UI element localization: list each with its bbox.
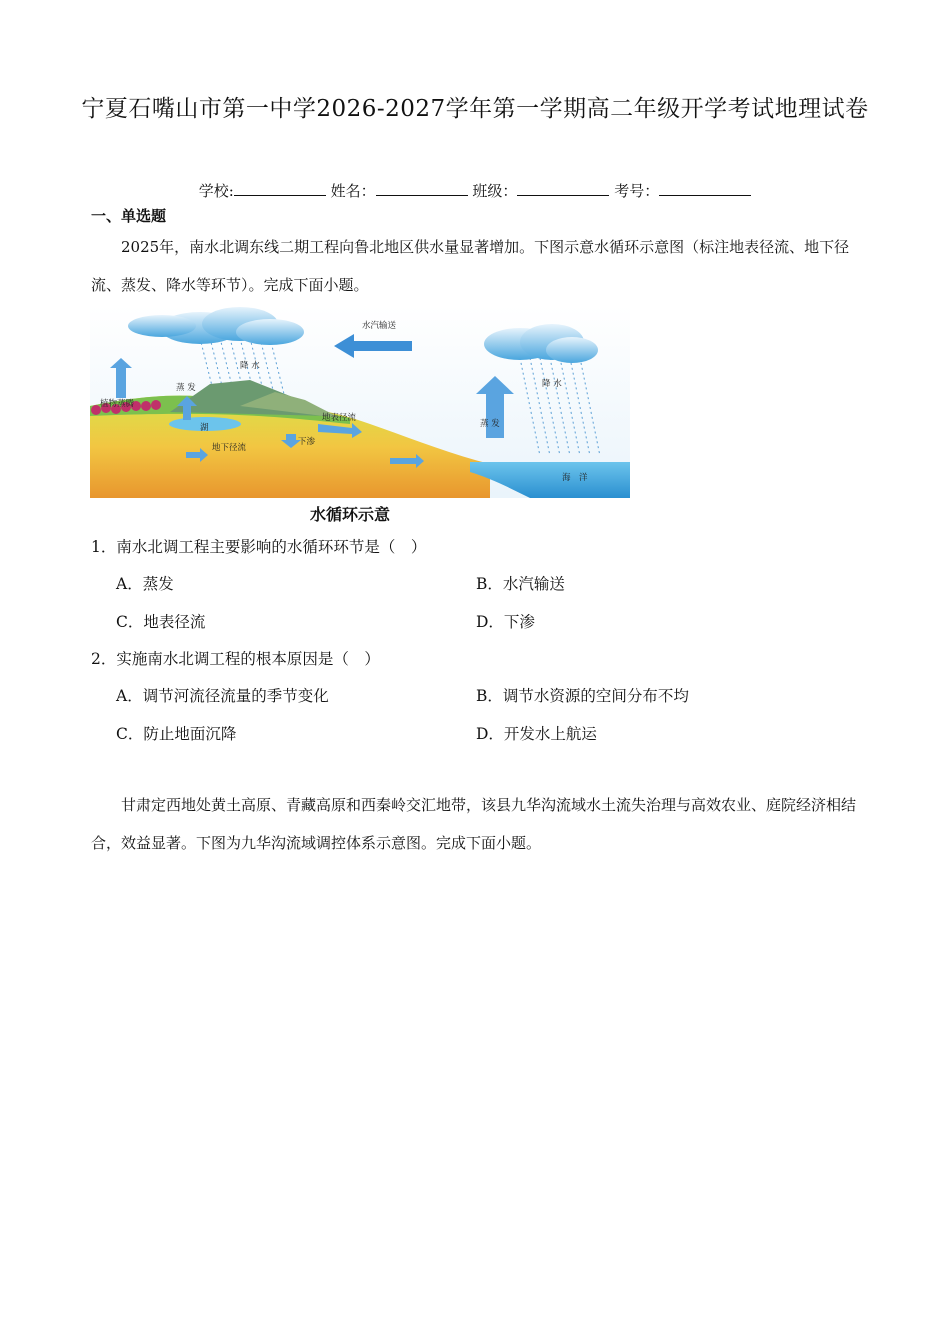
- label-transpiration: 植物蒸腾: [100, 399, 135, 409]
- label-surface-runoff: 地表径流: [322, 413, 357, 423]
- exam-title: 宁夏石嘴山市第一中学2026-2027学年第一学期高二年级开学考试地理试卷: [81, 96, 869, 122]
- question-2-option-b[interactable]: B．调节水资源的空间分布不均: [476, 687, 689, 705]
- intro-paragraph-2: 甘肃定西地处黄土高原、青藏高原和西秦岭交汇地带，该县九华沟流域水土流失治理与高效农业、庭院经济相结合，效益显著。下图为九华沟流域调控体系示意图。完成下面小题。: [91, 796, 857, 852]
- label-infiltration: 下渗: [298, 437, 316, 447]
- section-heading: 一、单选题: [91, 207, 167, 225]
- label-rain-left: 降 水: [240, 361, 260, 371]
- student-info-line: [0, 180, 950, 201]
- question-1-stem: 1．南水北调工程主要影响的水循环环节是（ ）: [91, 538, 427, 556]
- question-2-stem: 2．实施南水北调工程的根本原因是（ ）: [91, 650, 380, 668]
- class-label: 班级：: [472, 182, 518, 200]
- name-blank[interactable]: [376, 181, 468, 196]
- water-cycle-diagram: [90, 306, 630, 498]
- name-label: 姓名：: [330, 182, 376, 200]
- question-1-option-a[interactable]: A．蒸发: [116, 575, 174, 593]
- question-2-option-a[interactable]: A．调节河流径流量的季节变化: [116, 687, 329, 705]
- school-blank[interactable]: [234, 181, 326, 196]
- label-vapor: 水汽输送: [362, 321, 397, 331]
- number-label: 考号：: [614, 182, 660, 200]
- label-lake: 湖: [200, 423, 209, 433]
- question-2-option-c[interactable]: C．防止地面沉降: [116, 725, 237, 743]
- label-rain-right: 降 水: [542, 379, 562, 389]
- number-blank[interactable]: [659, 181, 751, 196]
- label-evaporation-left: 蒸 发: [176, 383, 196, 393]
- intro-paragraph-1: 2025年，南水北调东线二期工程向鲁北地区供水量显著增加。下图示意水循环示意图（标注地表径流、地下径流、蒸发、降水等环节）。完成下面小题。: [91, 238, 850, 294]
- label-groundwater-runoff: 地下径流: [212, 443, 247, 453]
- figure-caption: 水循环示意: [310, 505, 391, 524]
- school-label: 学校:: [198, 182, 234, 200]
- label-evaporation-right: 蒸 发: [480, 419, 500, 429]
- question-1-option-b[interactable]: B．水汽输送: [476, 575, 565, 593]
- class-blank[interactable]: [517, 181, 609, 196]
- question-1-option-c[interactable]: C．地表径流: [116, 613, 206, 631]
- question-1-option-d[interactable]: D．下渗: [476, 613, 535, 631]
- question-2-option-d[interactable]: D．开发水上航运: [476, 725, 597, 743]
- label-ocean: 海 洋: [562, 473, 588, 483]
